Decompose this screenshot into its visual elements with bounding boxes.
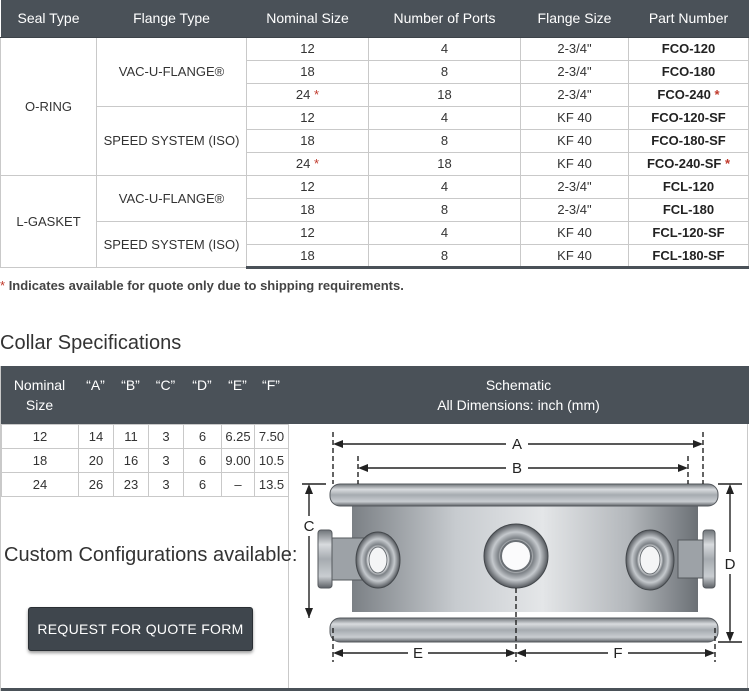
part-number-cell: FCO-180-SF xyxy=(629,129,749,152)
collar-f-cell: 13.5 xyxy=(255,473,289,497)
ports-cell: 18 xyxy=(369,152,521,175)
part-number-value: FCO-240-SF xyxy=(646,156,722,171)
header-nominal-size: Nominal Size xyxy=(247,0,369,37)
table-row xyxy=(1,37,749,60)
asterisk-marker: * xyxy=(724,156,731,171)
seal-type-cell: O-RING xyxy=(1,37,97,175)
collar-d-cell: 6 xyxy=(184,473,222,497)
nominal-size-value: 24 xyxy=(295,87,311,102)
header-dim-f: “F” xyxy=(262,377,280,393)
collar-c-cell: 3 xyxy=(149,425,184,449)
collar-e-cell: 9.00 xyxy=(222,449,255,473)
part-number-cell: FCL-180 xyxy=(629,198,749,221)
table-row xyxy=(1,175,749,198)
dim-label-f: F xyxy=(613,645,623,662)
dim-label-a: A xyxy=(511,436,523,453)
part-number-value: FCO-240 xyxy=(657,87,711,102)
collar-f-cell: 10.5 xyxy=(255,449,289,473)
header-dim-e: “E” xyxy=(228,377,247,393)
part-number-cell: FCO-120-SF xyxy=(629,106,749,129)
dim-label-d: D xyxy=(724,556,736,573)
product-table-header xyxy=(1,0,749,37)
nominal-size-cell: 12 xyxy=(247,106,369,129)
part-number-cell: FCO-120 xyxy=(629,37,749,60)
table-row xyxy=(2,473,289,497)
collar-b-cell: 11 xyxy=(114,425,149,449)
collar-f-cell: 7.50 xyxy=(255,425,289,449)
collar-b-cell: 23 xyxy=(114,473,149,497)
header-schematic xyxy=(288,366,749,424)
collar-d-cell: 6 xyxy=(184,449,222,473)
collar-specifications-heading: Collar Specifications xyxy=(0,332,182,354)
collar-schematic-drawing xyxy=(300,428,745,668)
bottom-flange-ring xyxy=(330,618,718,642)
center-port xyxy=(484,524,548,588)
product-table xyxy=(0,0,749,269)
flange-size-cell: KF 40 xyxy=(521,152,629,175)
nominal-size-cell: 18 xyxy=(247,198,369,221)
header-flange-size: Flange Size xyxy=(521,0,629,37)
nominal-size-cell xyxy=(247,152,369,175)
nominal-size-cell xyxy=(247,83,369,106)
collar-a-cell: 14 xyxy=(79,425,114,449)
nominal-size-value: 24 xyxy=(295,156,311,171)
nominal-size-cell: 18 xyxy=(247,244,369,267)
flange-size-cell: KF 40 xyxy=(521,129,629,152)
header-seal-type: Seal Type xyxy=(1,0,97,37)
table-row xyxy=(2,449,289,473)
seal-type-cell: L-GASKET xyxy=(1,175,97,267)
collar-table xyxy=(1,424,289,497)
flange-type-cell: VAC-U-FLANGE® xyxy=(97,175,247,221)
collar-b-cell: 16 xyxy=(114,449,149,473)
collar-a-cell: 20 xyxy=(79,449,114,473)
part-number-cell: FCO-180 xyxy=(629,60,749,83)
flange-type-cell: SPEED SYSTEM (ISO) xyxy=(97,221,247,267)
collar-c-cell: 3 xyxy=(149,449,184,473)
dim-label-b: B xyxy=(511,460,523,477)
part-number-cell: FCL-120-SF xyxy=(629,221,749,244)
collar-size-cell: 24 xyxy=(2,473,79,497)
flange-type-cell: VAC-U-FLANGE® xyxy=(97,37,247,106)
flange-size-cell: KF 40 xyxy=(521,244,629,267)
table-row xyxy=(1,106,749,129)
collar-d-cell: 6 xyxy=(184,425,222,449)
ports-cell: 18 xyxy=(369,83,521,106)
collar-e-cell: 6.25 xyxy=(222,425,255,449)
nominal-size-cell: 12 xyxy=(247,175,369,198)
nominal-size-cell: 12 xyxy=(247,221,369,244)
ports-cell: 4 xyxy=(369,175,521,198)
left-side-port xyxy=(318,530,400,588)
top-flange-ring xyxy=(330,484,718,506)
dim-label-e: E xyxy=(412,645,424,662)
header-number-of-ports: Number of Ports xyxy=(369,0,521,37)
flange-size-cell: KF 40 xyxy=(521,106,629,129)
flange-size-cell: 2-3/4" xyxy=(521,60,629,83)
nominal-size-cell: 18 xyxy=(247,129,369,152)
part-number-cell: FCL-180-SF xyxy=(629,244,749,267)
shipping-note-text: Indicates available for quote only due to shipping requirements. xyxy=(8,278,404,293)
request-quote-button[interactable]: REQUEST FOR QUOTE FORM xyxy=(28,607,253,651)
shipping-note xyxy=(0,278,404,293)
flange-type-cell: SPEED SYSTEM (ISO) xyxy=(97,106,247,175)
header-nominal-line2: Size xyxy=(25,397,54,413)
flange-size-cell: 2-3/4" xyxy=(521,175,629,198)
schematic-title: Schematic xyxy=(485,377,552,393)
collar-c-cell: 3 xyxy=(149,473,184,497)
flange-size-cell: 2-3/4" xyxy=(521,37,629,60)
asterisk-marker: * xyxy=(714,87,720,102)
header-dim-a: “A” xyxy=(86,377,105,393)
schematic-subtitle: All Dimensions: inch (mm) xyxy=(437,397,600,413)
nominal-size-cell: 18 xyxy=(247,60,369,83)
ports-cell: 4 xyxy=(369,37,521,60)
header-nominal-size xyxy=(1,366,78,424)
header-part-number: Part Number xyxy=(629,0,749,37)
ports-cell: 8 xyxy=(369,60,521,83)
ports-cell: 4 xyxy=(369,221,521,244)
nominal-size-cell: 12 xyxy=(247,37,369,60)
flange-size-cell: KF 40 xyxy=(521,221,629,244)
collar-size-cell: 12 xyxy=(2,425,79,449)
header-nominal-line1: Nominal xyxy=(13,377,66,393)
ports-cell: 8 xyxy=(369,129,521,152)
ports-cell: 8 xyxy=(369,244,521,267)
flange-size-cell: 2-3/4" xyxy=(521,83,629,106)
ports-cell: 4 xyxy=(369,106,521,129)
collar-header xyxy=(1,366,749,424)
header-flange-type: Flange Type xyxy=(97,0,247,37)
asterisk-marker: * xyxy=(314,156,320,171)
collar-size-cell: 18 xyxy=(2,449,79,473)
header-dim-b: “B” xyxy=(121,377,140,393)
custom-configurations-text: Custom Configurations available: xyxy=(4,544,298,566)
flange-size-cell: 2-3/4" xyxy=(521,198,629,221)
asterisk-marker: * xyxy=(0,278,6,293)
table-row xyxy=(1,221,749,244)
table-row xyxy=(2,425,289,449)
header-dim-d: “D” xyxy=(192,377,212,393)
part-number-cell: FCL-120 xyxy=(629,175,749,198)
part-number-cell xyxy=(629,83,749,106)
collar-e-cell: – xyxy=(222,473,255,497)
header-dim-c: “C” xyxy=(155,377,176,393)
ports-cell: 8 xyxy=(369,198,521,221)
dim-label-c: C xyxy=(303,518,315,535)
collar-a-cell: 26 xyxy=(79,473,114,497)
part-number-cell xyxy=(629,152,749,175)
asterisk-marker: * xyxy=(314,87,320,102)
